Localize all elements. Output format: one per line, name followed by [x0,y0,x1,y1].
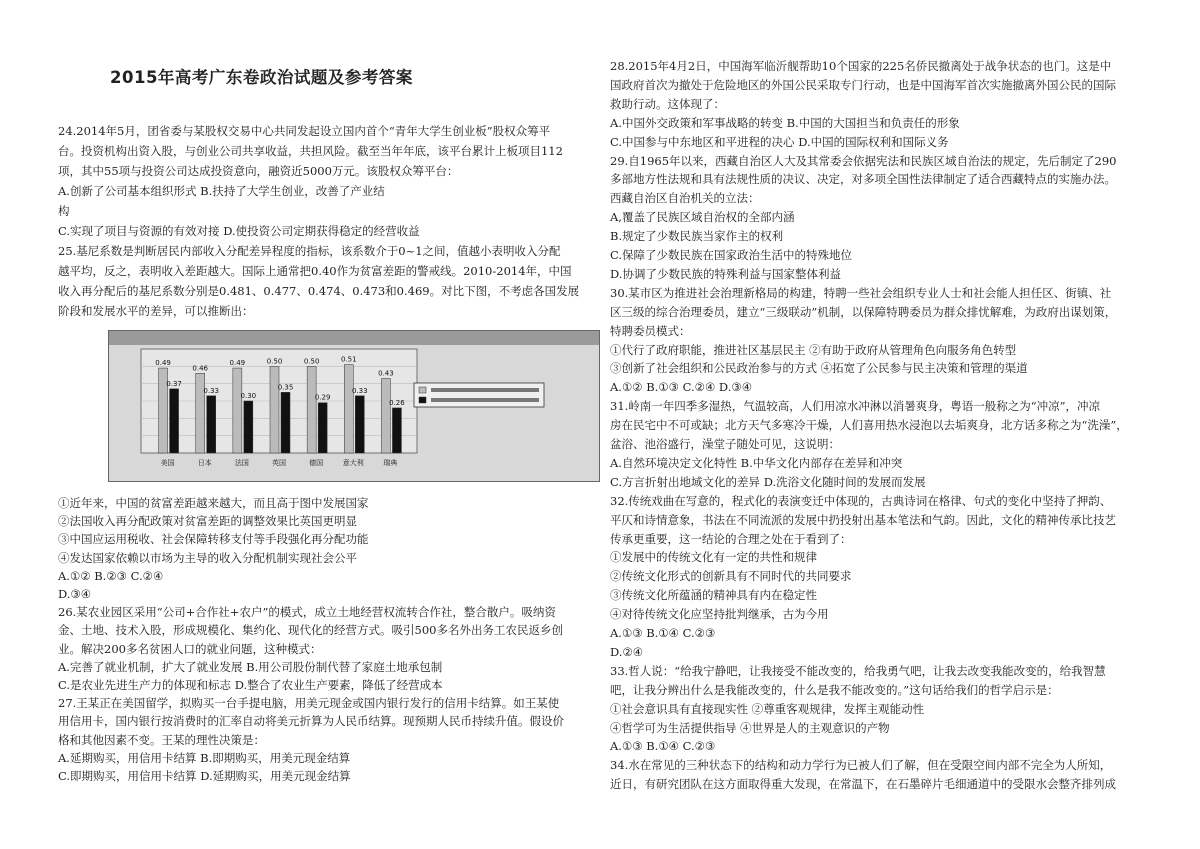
text-line: A.①③ B.①④ C.②③ [610,739,716,754]
text-line: 盆浴、池浴盛行，澡堂子随处可见，这说明： [610,437,840,451]
data-label: 0.33 [351,386,368,395]
data-label: 0.35 [277,383,294,392]
data-label: 0.37 [166,379,182,388]
text-line: 用信用卡，国内银行按消费时的汇率自动将美元折算为人民币结算。现预期人民币持续升值。假设价 [58,714,564,729]
data-label: 0.49 [229,359,246,368]
category-label: 德国 [309,459,324,467]
text-line: 台。投资机构出资入股，与创业公司共享收益，共担风险。截至当年年底，该平台累计上板项目112 [58,144,563,158]
text-line: 房在民宅中不可或缺；北方天气多寒冷干燥，人们喜用热水浸泡以去垢爽身，北方话多称之为“洗澡”， [610,418,1128,433]
text-line: A.①② B.①③ C.②④ D.③④ [610,380,753,395]
text-line: 平仄和诗情意象，书法在不同流派的发展中扔投射出基本笔法和气韵。因此，文化的精神传承比技艺 [610,512,1116,527]
text-line: 收入再分配后的基尼系数分别是0.481、0.477、0.474、0.473和0.469。对比下图，不考虑各国发展 [58,284,580,298]
text-line: A,覆盖了民族区域自治权的全部内涵 [610,210,795,225]
bar-after [244,401,253,453]
data-label: 0.43 [378,369,394,378]
text-line: 阶段和发展水平的差异，可以推断出： [58,304,254,318]
legend-swatch [419,397,426,403]
text-line: 业。解决200多名贫困人口的就业问题，这种模式： [58,641,322,656]
bar-after [207,396,216,453]
text-line: A.①③ B.①④ C.②③ [610,626,716,640]
text-line: D.③④ [58,587,92,601]
text-line: 特聘委员模式： [610,323,691,338]
text-line: A.中国外交政策和军事战略的转变 B.中国的大国担当和负责任的形象 [610,115,960,130]
legend-box [414,383,544,407]
category-label: 意大利 [342,459,364,467]
text-line: A.自然环境决定文化特性 B.中华文化内部存在差异和冲突 [610,455,903,470]
text-line: C.实现了项目与资源的有效对接 D.使投资公司定期获得稳定的经营收益 [58,224,420,238]
text-line: 29.自1965年以来，西藏自治区人大及其常委会依据宪法和民族区域自治法的规定，先后制定了290 [610,153,1117,168]
text-line: ④哲学可为生活提供指导 ④世界是人的主观意识的产物 [610,720,890,735]
legend-text-blur [431,388,539,392]
text-line: 西藏自治区自治机关的立法： [610,191,760,206]
data-label: 0.50 [303,357,320,366]
text-line: ③传统文化所蕴涵的精神具有内在稳定性 [610,588,817,603]
category-label: 瑞典 [383,459,398,467]
data-label: 0.30 [240,392,257,400]
text-line: ③中国应运用税收、社会保障转移支付等手段强化再分配功能 [58,532,369,547]
text-line: ①发展中的传统文化有一定的共性和规律 [610,550,817,565]
data-label: 0.49 [155,359,171,368]
text-line: 吧，让我分辨出什么是我能改变的，什么是我不能改变的。”这句话给我们的哲学启示是： [610,682,1059,697]
text-line: B.规定了少数民族当家作主的权利 [610,229,784,244]
bar-after [318,403,327,453]
text-line: 31.岭南一年四季多湿热，气温较高，人们用凉水冲淋以消暑爽身，粤语一般称之为“冲凉”，冲凉 [610,399,1101,414]
text-line: ①社会意识具有直接现实性 ②尊重客观规律，发挥主观能动性 [610,701,925,716]
data-label: 0.26 [389,398,405,407]
text-line: 24.2014年5月，团省委与某股权交易中心共同发起设立国内首个“青年大学生创业板”股权众筹平 [58,124,551,138]
text-line: D.协调了少数民族的特殊利益与国家整体利益 [610,266,841,281]
data-label: 0.29 [314,393,331,402]
category-label: 日本 [197,459,212,467]
text-line: C.中国参与中东地区和平进程的决心 D.中国的国际权利和国际义务 [610,134,949,149]
bar-after [170,389,179,453]
text-line: 格和其他因素不变。王某的理性决策是： [58,732,265,747]
bar-before [307,366,316,453]
bar-before [233,368,242,453]
bar-before [196,373,205,453]
text-line: A.创新了公司基本组织形式 B.扶持了大学生创业，改善了产业结 [58,184,385,198]
legend-swatch [419,387,426,393]
text-line: 34.水在常见的三种状态下的结构和动力学行为已被人们了解，但在受限空间内部不完全为人所知， [610,758,1112,773]
gini-chart [108,330,600,482]
text-line: C.保障了少数民族在国家政治生活中的特殊地位 [610,248,853,262]
text-line: 32.传统戏曲在写意的，程式化的表演变迁中体现的，古典诗词在格律、句式的变化中坚持了押韵、 [610,493,1112,508]
text-line: A.完善了就业机制，扩大了就业发展 B.用公司股份制代替了家庭土地承包制 [58,659,443,674]
text-line: A.①② B.②③ C.②④ [58,568,164,583]
text-line: 金、土地、技术入股，形成规模化、集约化、现代化的经营方式。吸引500多名外出务工农民返乡创 [58,623,563,638]
text-line: 28.2015年4月2日，中国海军临沂舰帮助10个国家的225名侨民撤离处于战争状态的也门。这是中 [610,59,1112,73]
text-line: C.方言折射出地域文化的差异 D.洗浴文化随时间的发展而发展 [610,474,926,489]
text-line: 近日，有研究团队在这方面取得重大发现，在常温下，在石墨碎片毛细通道中的受限水会整齐排列成 [610,777,1116,792]
text-line: ②传统文化形式的创新具有不同时代的共同要求 [610,569,852,584]
text-line: ③创新了社会组织和公民政治参与的方式 ④拓宽了公民参与民主决策和管理的渠道 [610,361,1028,376]
text-line: 27.王某正在美国留学，拟购买一台手提电脑，用美元现金或国内银行发行的信用卡结算。如王某使 [58,696,560,711]
text-line: 救助行动。这体现了： [610,96,725,111]
text-line: 构 [58,204,70,218]
text-line: 区三级的综合治理委员，建立“三级联动”机制，以保障特聘委员为群众排忧解难，为政府出谋划策， [610,304,1117,319]
category-label: 法国 [234,459,249,467]
bar-after [392,408,401,453]
chart-title-band [109,331,599,345]
text-line: 传承更重要，这一结论的合理之处在于看到了： [610,531,852,546]
text-line: A.延期购买，用信用卡结算 B.即期购买，用美元现金结算 [58,750,351,765]
bar-after [355,396,364,453]
text-line: 25.基尼系数是判断居民内部收入分配差异程度的指标，该系数介于0~1之间，值越小表明收入分配 [58,244,561,258]
bar-before [270,366,279,453]
text-line: 33.哲人说：“给我宁静吧，让我接受不能改变的，给我勇气吧，让我去改变我能改变的，给我智慧 [610,663,1106,678]
legend-text-blur [431,398,539,402]
data-label: 0.46 [192,364,209,373]
text-line: 多部地方性法规和具有法规性质的决议、决定，对多项全国性法律制定了适合西藏特点的实施办法。 [610,172,1116,187]
data-label: 0.51 [340,355,357,364]
gini-chart-svg [109,331,599,481]
text-line: ②法国收入再分配政策对贫富差距的调整效果比英国更明显 [58,514,357,529]
text-line: ①近年来，中国的贫富差距越来越大，而且高于图中发展国家 [58,496,369,510]
text-line: ④对待传统文化应坚持批判继承，古为今用 [610,607,829,622]
text-line: C.是农业先进生产力的体现和标志 D.整合了农业生产要素，降低了经营成本 [58,678,443,692]
data-label: 0.50 [266,357,283,366]
data-label: 0.33 [203,386,220,395]
text-line: ④发达国家依赖以市场为主导的收入分配机制实现社会公平 [58,550,357,565]
text-line: 30.某市区为推进社会治理新格局的构建，特聘一些社会组织专业人士和社会能人担任区、街镇、社 [610,285,1112,300]
text-line: D.②④ [610,644,644,659]
text-line: 国政府首次为撤处于危险地区的外国公民采取专门行动，也是中国海军首次实施撤离外国公民的国际 [610,77,1116,92]
text-line: ①代行了政府职能，推进社区基层民主 ②有助于政府从管理角色向服务角色转型 [610,342,1017,357]
text-line: 26.某农业园区采用“公司+合作社+农户”的模式，成立土地经营权流转合作社，整合散户。吸纳资 [58,605,556,620]
bar-before [344,365,353,453]
text-line: C.即期购买，用信用卡结算 D.延期购买，用美元现金结算 [58,769,351,783]
text-line: 项，其中55项与投资公司达成投资意向，融资近5000万元。该股权众筹平台： [58,164,459,178]
text-line: 越平均，反之，表明收入差距越大。国际上通常把0.40作为贫富差距的警戒线。2010-2014年，中国 [58,264,572,278]
category-label: 英国 [272,459,286,467]
category-label: 美国 [160,459,175,467]
bar-before [381,378,390,453]
page-title: 2015年高考广东卷政治试题及参考答案 [110,68,413,87]
bar-after [281,392,290,453]
